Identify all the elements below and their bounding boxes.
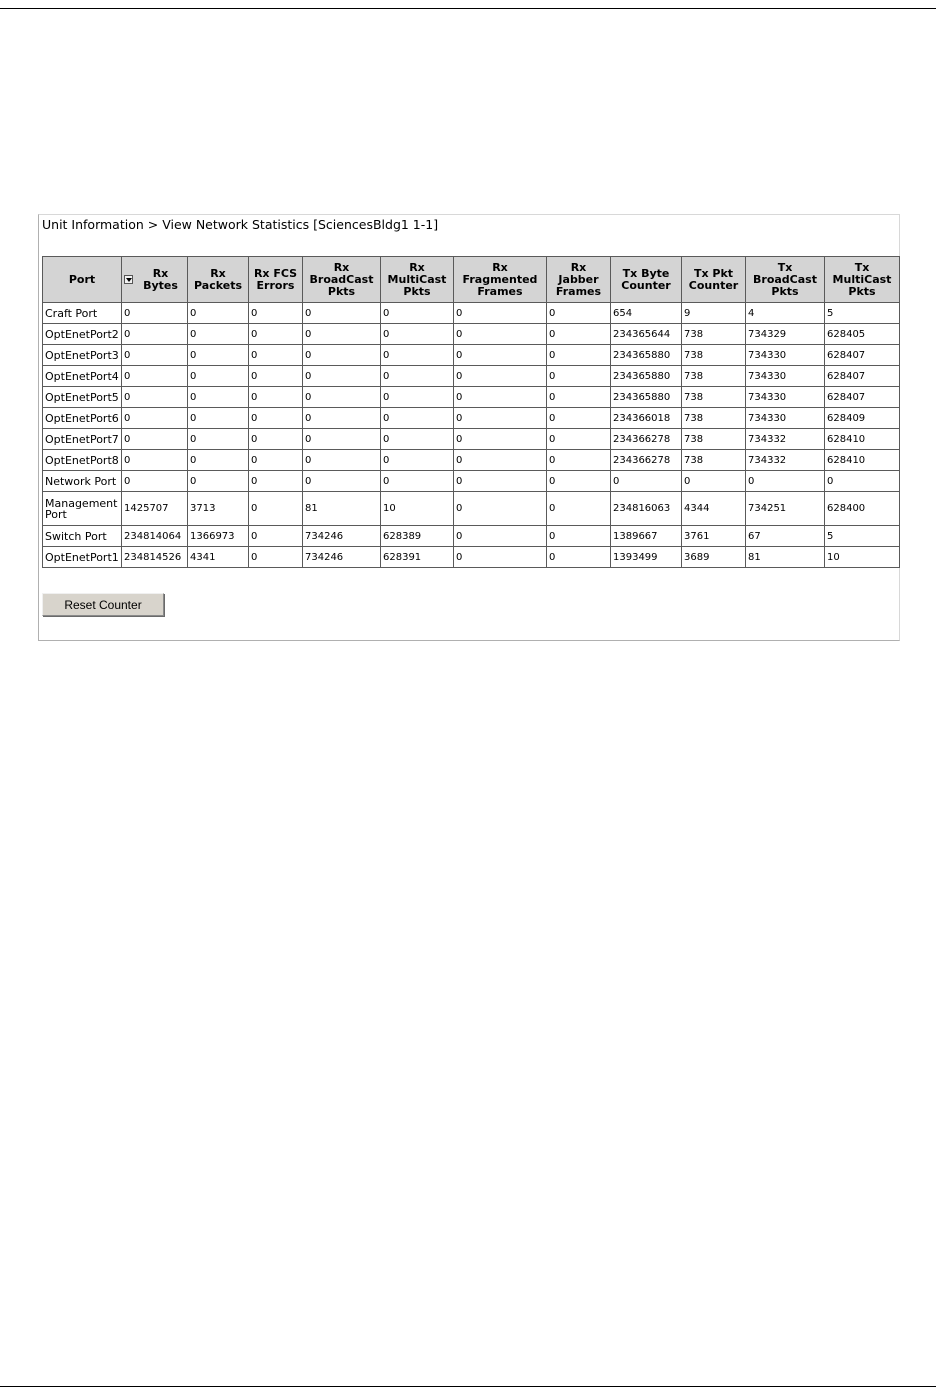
cell-rx-bytes: 0 (122, 345, 188, 366)
cell-tx-byte-counter: 0 (611, 471, 682, 492)
cell-rx-bytes: 0 (122, 387, 188, 408)
cell-rx-broadcast-pkts: 0 (303, 345, 381, 366)
cell-rx-bytes: 0 (122, 408, 188, 429)
table-header-row (43, 257, 900, 303)
cell-rx-jabber-frames: 0 (547, 387, 611, 408)
cell-port: OptEnetPort5 (43, 387, 122, 408)
cell-rx-multicast-pkts: 0 (381, 471, 454, 492)
cell-rx-fragmented-frames: 0 (454, 547, 547, 568)
table-row (43, 526, 900, 547)
cell-rx-broadcast-pkts: 734246 (303, 547, 381, 568)
cell-rx-bytes: 0 (122, 303, 188, 324)
cell-rx-jabber-frames: 0 (547, 547, 611, 568)
cell-rx-jabber-frames: 0 (547, 429, 611, 450)
cell-tx-pkt-counter: 3761 (682, 526, 746, 547)
column-header-tx-broadcast-pkts[interactable]: Tx BroadCast Pkts (746, 257, 825, 303)
sort-dropdown-icon[interactable] (124, 275, 133, 284)
cell-tx-broadcast-pkts: 67 (746, 526, 825, 547)
cell-rx-bytes: 0 (122, 450, 188, 471)
cell-tx-broadcast-pkts: 734330 (746, 345, 825, 366)
cell-tx-multicast-pkts: 628405 (825, 324, 900, 345)
cell-rx-multicast-pkts: 10 (381, 492, 454, 526)
cell-rx-fcs-errors: 0 (249, 345, 303, 366)
column-header-tx-pkt-counter[interactable]: Tx Pkt Counter (682, 257, 746, 303)
cell-tx-byte-counter: 234365880 (611, 387, 682, 408)
cell-rx-packets: 0 (188, 429, 249, 450)
table-body (43, 303, 900, 568)
cell-rx-fcs-errors: 0 (249, 526, 303, 547)
table-row (43, 387, 900, 408)
cell-port: OptEnetPort4 (43, 366, 122, 387)
cell-tx-byte-counter: 234366278 (611, 429, 682, 450)
cell-rx-fragmented-frames: 0 (454, 345, 547, 366)
cell-tx-pkt-counter: 738 (682, 366, 746, 387)
column-header-tx-multicast-pkts[interactable]: Tx MultiCast Pkts (825, 257, 900, 303)
cell-tx-byte-counter: 234365880 (611, 345, 682, 366)
column-header-rx-multicast-pkts[interactable]: Rx MultiCast Pkts (381, 257, 454, 303)
cell-rx-bytes: 234814526 (122, 547, 188, 568)
cell-tx-byte-counter: 1393499 (611, 547, 682, 568)
cell-rx-fcs-errors: 0 (249, 387, 303, 408)
reset-counter-button[interactable]: Reset Counter (42, 593, 164, 616)
cell-port: OptEnetPort1 (43, 547, 122, 568)
cell-tx-multicast-pkts: 10 (825, 547, 900, 568)
table-row (43, 366, 900, 387)
cell-tx-byte-counter: 1389667 (611, 526, 682, 547)
cell-rx-fcs-errors: 0 (249, 324, 303, 345)
cell-rx-packets: 0 (188, 408, 249, 429)
cell-rx-broadcast-pkts: 0 (303, 450, 381, 471)
cell-rx-broadcast-pkts: 734246 (303, 526, 381, 547)
cell-tx-multicast-pkts: 0 (825, 471, 900, 492)
breadcrumb: Unit Information > View Network Statistics [SciencesBldg1 1-1] (42, 217, 439, 232)
cell-rx-bytes: 0 (122, 324, 188, 345)
cell-port: Switch Port (43, 526, 122, 547)
cell-rx-bytes: 234814064 (122, 526, 188, 547)
table-row (43, 303, 900, 324)
table-row (43, 492, 900, 526)
cell-port: OptEnetPort8 (43, 450, 122, 471)
cell-tx-multicast-pkts: 628410 (825, 450, 900, 471)
cell-rx-fcs-errors: 0 (249, 429, 303, 450)
cell-tx-pkt-counter: 738 (682, 450, 746, 471)
cell-rx-packets: 0 (188, 324, 249, 345)
cell-port: Craft Port (43, 303, 122, 324)
cell-tx-byte-counter: 234365644 (611, 324, 682, 345)
cell-tx-multicast-pkts: 628407 (825, 345, 900, 366)
cell-rx-packets: 1366973 (188, 526, 249, 547)
cell-rx-fcs-errors: 0 (249, 471, 303, 492)
cell-rx-multicast-pkts: 0 (381, 303, 454, 324)
cell-tx-byte-counter: 234366278 (611, 450, 682, 471)
table-row (43, 450, 900, 471)
cell-tx-broadcast-pkts: 81 (746, 547, 825, 568)
cell-port: Management Port (43, 492, 122, 526)
cell-rx-fcs-errors: 0 (249, 547, 303, 568)
cell-rx-fragmented-frames: 0 (454, 471, 547, 492)
cell-tx-pkt-counter: 9 (682, 303, 746, 324)
column-header-tx-byte-counter[interactable]: Tx Byte Counter (611, 257, 682, 303)
cell-rx-packets: 0 (188, 345, 249, 366)
cell-tx-broadcast-pkts: 734330 (746, 387, 825, 408)
cell-tx-pkt-counter: 738 (682, 429, 746, 450)
cell-rx-broadcast-pkts: 81 (303, 492, 381, 526)
cell-rx-fragmented-frames: 0 (454, 303, 547, 324)
cell-port: OptEnetPort6 (43, 408, 122, 429)
page-top-rule (0, 8, 936, 9)
cell-rx-bytes: 0 (122, 471, 188, 492)
cell-rx-bytes: 0 (122, 429, 188, 450)
cell-rx-fcs-errors: 0 (249, 366, 303, 387)
cell-rx-bytes: 0 (122, 366, 188, 387)
cell-rx-fragmented-frames: 0 (454, 408, 547, 429)
cell-rx-multicast-pkts: 628391 (381, 547, 454, 568)
column-header-rx-broadcast-pkts[interactable]: Rx BroadCast Pkts (303, 257, 381, 303)
cell-rx-jabber-frames: 0 (547, 492, 611, 526)
network-statistics-panel (38, 214, 900, 641)
column-header-port[interactable]: Port (43, 257, 122, 303)
cell-rx-fragmented-frames: 0 (454, 450, 547, 471)
cell-port: OptEnetPort3 (43, 345, 122, 366)
cell-rx-packets: 0 (188, 450, 249, 471)
cell-rx-jabber-frames: 0 (547, 526, 611, 547)
cell-tx-pkt-counter: 738 (682, 345, 746, 366)
cell-tx-broadcast-pkts: 4 (746, 303, 825, 324)
cell-rx-packets: 0 (188, 303, 249, 324)
cell-rx-packets: 0 (188, 387, 249, 408)
cell-rx-multicast-pkts: 0 (381, 324, 454, 345)
cell-tx-pkt-counter: 738 (682, 387, 746, 408)
cell-rx-fragmented-frames: 0 (454, 387, 547, 408)
cell-tx-pkt-counter: 738 (682, 324, 746, 345)
cell-port: OptEnetPort7 (43, 429, 122, 450)
cell-rx-fragmented-frames: 0 (454, 324, 547, 345)
cell-rx-fragmented-frames: 0 (454, 429, 547, 450)
column-header-rx-jabber-frames[interactable]: Rx Jabber Frames (547, 257, 611, 303)
cell-rx-fcs-errors: 0 (249, 408, 303, 429)
cell-rx-multicast-pkts: 0 (381, 450, 454, 471)
cell-rx-jabber-frames: 0 (547, 366, 611, 387)
cell-rx-fragmented-frames: 0 (454, 492, 547, 526)
column-header-rx-bytes[interactable]: Rx Bytes (122, 257, 188, 303)
cell-port: OptEnetPort2 (43, 324, 122, 345)
cell-rx-broadcast-pkts: 0 (303, 303, 381, 324)
cell-rx-multicast-pkts: 0 (381, 408, 454, 429)
cell-tx-multicast-pkts: 5 (825, 303, 900, 324)
cell-rx-multicast-pkts: 0 (381, 366, 454, 387)
table-row (43, 429, 900, 450)
cell-rx-broadcast-pkts: 0 (303, 429, 381, 450)
cell-rx-jabber-frames: 0 (547, 471, 611, 492)
cell-rx-broadcast-pkts: 0 (303, 471, 381, 492)
cell-tx-multicast-pkts: 628407 (825, 366, 900, 387)
cell-tx-byte-counter: 234366018 (611, 408, 682, 429)
cell-tx-broadcast-pkts: 0 (746, 471, 825, 492)
page-bottom-rule (0, 1386, 936, 1387)
cell-tx-multicast-pkts: 628410 (825, 429, 900, 450)
cell-tx-multicast-pkts: 628407 (825, 387, 900, 408)
table-row (43, 471, 900, 492)
column-header-rx-fcs-errors[interactable]: Rx FCS Errors (249, 257, 303, 303)
cell-tx-broadcast-pkts: 734332 (746, 429, 825, 450)
cell-tx-broadcast-pkts: 734332 (746, 450, 825, 471)
cell-tx-byte-counter: 654 (611, 303, 682, 324)
cell-rx-packets: 4341 (188, 547, 249, 568)
cell-rx-packets: 0 (188, 366, 249, 387)
network-statistics-table (42, 256, 900, 568)
cell-rx-jabber-frames: 0 (547, 345, 611, 366)
cell-tx-pkt-counter: 3689 (682, 547, 746, 568)
cell-rx-fcs-errors: 0 (249, 450, 303, 471)
cell-tx-multicast-pkts: 5 (825, 526, 900, 547)
table-row (43, 547, 900, 568)
table-row (43, 408, 900, 429)
cell-rx-broadcast-pkts: 0 (303, 387, 381, 408)
column-header-rx-packets[interactable]: Rx Packets (188, 257, 249, 303)
cell-rx-packets: 3713 (188, 492, 249, 526)
table-row (43, 324, 900, 345)
table-row (43, 345, 900, 366)
cell-rx-jabber-frames: 0 (547, 450, 611, 471)
cell-tx-broadcast-pkts: 734330 (746, 366, 825, 387)
cell-rx-multicast-pkts: 0 (381, 429, 454, 450)
cell-rx-jabber-frames: 0 (547, 408, 611, 429)
cell-rx-jabber-frames: 0 (547, 303, 611, 324)
cell-tx-byte-counter: 234365880 (611, 366, 682, 387)
cell-tx-multicast-pkts: 628400 (825, 492, 900, 526)
cell-rx-broadcast-pkts: 0 (303, 366, 381, 387)
cell-rx-fcs-errors: 0 (249, 303, 303, 324)
cell-tx-pkt-counter: 4344 (682, 492, 746, 526)
cell-tx-pkt-counter: 0 (682, 471, 746, 492)
cell-rx-fragmented-frames: 0 (454, 366, 547, 387)
cell-tx-broadcast-pkts: 734330 (746, 408, 825, 429)
cell-rx-multicast-pkts: 0 (381, 345, 454, 366)
cell-rx-packets: 0 (188, 471, 249, 492)
cell-tx-pkt-counter: 738 (682, 408, 746, 429)
cell-tx-broadcast-pkts: 734329 (746, 324, 825, 345)
cell-rx-multicast-pkts: 628389 (381, 526, 454, 547)
cell-tx-multicast-pkts: 628409 (825, 408, 900, 429)
cell-tx-byte-counter: 234816063 (611, 492, 682, 526)
cell-rx-fcs-errors: 0 (249, 492, 303, 526)
cell-port: Network Port (43, 471, 122, 492)
cell-tx-broadcast-pkts: 734251 (746, 492, 825, 526)
cell-rx-bytes: 1425707 (122, 492, 188, 526)
cell-rx-multicast-pkts: 0 (381, 387, 454, 408)
column-header-rx-fragmented-frames[interactable]: Rx Fragmented Frames (454, 257, 547, 303)
cell-rx-jabber-frames: 0 (547, 324, 611, 345)
cell-rx-broadcast-pkts: 0 (303, 408, 381, 429)
cell-rx-fragmented-frames: 0 (454, 526, 547, 547)
cell-rx-broadcast-pkts: 0 (303, 324, 381, 345)
